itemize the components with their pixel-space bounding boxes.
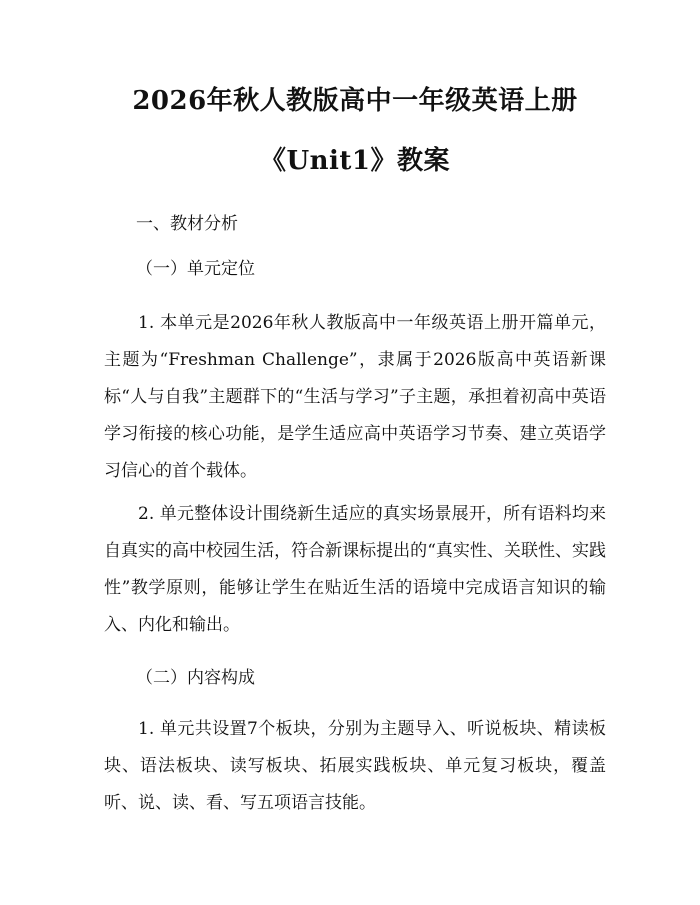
subsection-heading-content-composition: （二）内容构成 (136, 668, 255, 688)
paragraph-content-composition-1: 1. 单元共设置7个板块，分别为主题导入、听说板块、精读板块、语法板块、读写板块、拓展实践板块、单元复习板块，覆盖听、说、读、看、写五项语言技能。 (104, 719, 606, 813)
document-title-line-1: 2026年秋人教版高中一年级英语上册 (132, 86, 578, 116)
paragraph-unit-positioning-1: 1. 本单元是2026年秋人教版高中一年级英语上册开篇单元，主题为“Freshman Challenge”，隶属于2026版高中英语新课标“人与自我”主题群下的“生活与学习”子主题，承担着初高中英语学习衔接的核心功能，是学生适应高中英语学习节奏、建立英语学习信心的首个载体。 (104, 313, 606, 481)
paragraph-unit-positioning-2: 2. 单元整体设计围绕新生适应的真实场景展开，所有语料均来自真实的高中校园生活，符合新课标提出的“真实性、关联性、实践性”教学原则，能够让学生在贴近生活的语境中完成语言知识的输入、内化和输出。 (104, 504, 606, 635)
section-heading-textbook-analysis: 一、教材分析 (136, 214, 238, 234)
subsection-heading-unit-positioning: （一）单元定位 (136, 259, 255, 279)
document-title-line-2: 《Unit1》教案 (259, 146, 451, 176)
